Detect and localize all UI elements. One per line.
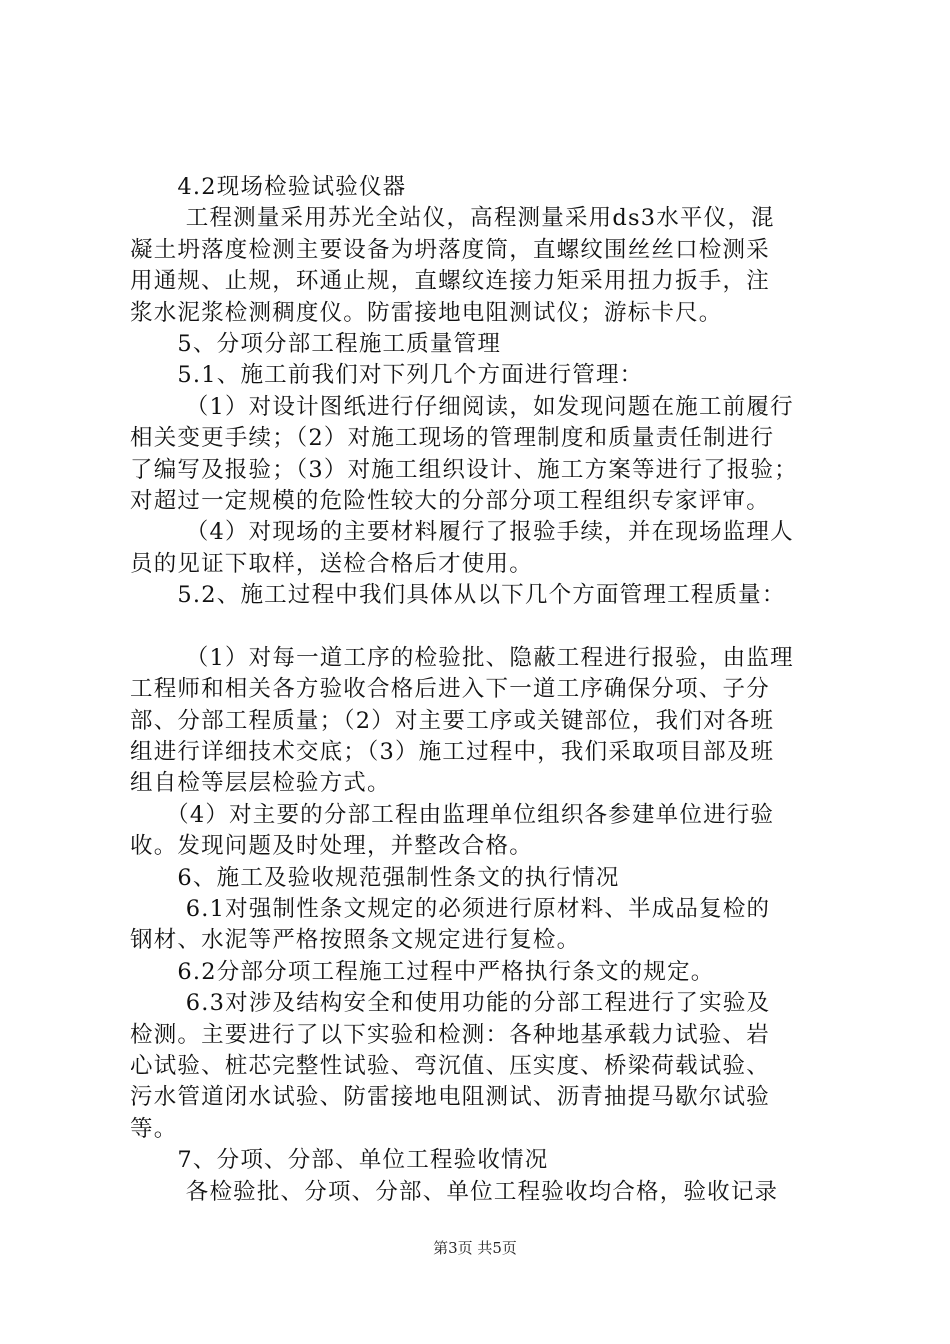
text-line: 6.2分部分项工程施工过程中严格执行条文的规定。 — [130, 958, 715, 985]
text-line: 对超过一定规模的危险性较大的分部分项工程组织专家评审。 — [130, 487, 770, 514]
text-line: 心试验、桩芯完整性试验、弯沉值、压实度、桥梁荷载试验、 — [130, 1052, 770, 1079]
text-line: 等。 — [130, 1115, 178, 1142]
text-line: 5、分项分部工程施工质量管理 — [130, 330, 502, 357]
text-line: （1）对每一道工序的检验批、隐蔽工程进行报验，由监理 — [130, 644, 794, 671]
text-line: 浆水泥浆检测稠度仪。防雷接地电阻测试仪；游标卡尺。 — [130, 299, 723, 326]
text-line: （4）对现场的主要材料履行了报验手续，并在现场监理人 — [130, 519, 794, 546]
text-line: 各检验批、分项、分部、单位工程验收均合格，验收记录 — [130, 1178, 779, 1205]
text-line: 了编写及报验；（3）对施工组织设计、施工方案等进行了报验； — [130, 456, 798, 483]
text-line: 工程师和相关各方验收合格后进入下一道工序确保分项、子分 — [130, 676, 770, 703]
text-line: 钢材、水泥等严格按照条文规定进行复检。 — [130, 927, 581, 954]
text-line: 组自检等层层检验方式。 — [130, 770, 391, 797]
text-line: 收。发现问题及时处理，并整改合格。 — [130, 833, 533, 860]
page-footer: 第3页 共5页 — [433, 1239, 517, 1257]
text-line: 6.1对强制性条文规定的必须进行原材料、半成品复检的 — [130, 895, 771, 922]
text-line: 员的见证下取样，送检合格后才使用。 — [130, 550, 533, 577]
text-line: 5.1、施工前我们对下列几个方面进行管理： — [130, 362, 644, 389]
text-line: 6、施工及验收规范强制性条文的执行情况 — [130, 864, 620, 891]
text-line: 部、分部工程质量；（2）对主要工序或关键部位，我们对各班 — [130, 707, 775, 734]
text-line: 6.3对涉及结构安全和使用功能的分部工程进行了实验及 — [130, 990, 771, 1017]
text-line: 相关变更手续；（2）对施工现场的管理制度和质量责任制进行 — [130, 425, 775, 452]
text-line: 工程测量采用苏光全站仪，高程测量采用ds3水平仪，混 — [130, 205, 775, 232]
text-line: 7、分项、分部、单位工程验收情况 — [130, 1147, 549, 1174]
document-body — [130, 172, 835, 1208]
blank-line — [130, 611, 835, 642]
text-line: 检测。主要进行了以下实验和检测：各种地基承载力试验、岩 — [130, 1021, 770, 1048]
text-line: 组进行详细技术交底；（3）施工过程中，我们采取项目部及班 — [130, 739, 775, 766]
text-line: （1）对设计图纸进行仔细阅读，如发现问题在施工前履行 — [130, 393, 794, 420]
text-line: 5.2、施工过程中我们具体从以下几个方面管理工程质量： — [130, 582, 786, 609]
text-line: 用通规、止规，环通止规，直螺纹连接力矩采用扭力扳手，注 — [130, 268, 770, 295]
text-line: 4.2现场检验试验仪器 — [130, 174, 407, 200]
text-line: （4）对主要的分部工程由监理单位组织各参建单位进行验 — [130, 801, 775, 828]
text-line: 凝土坍落度检测主要设备为坍落度筒，直螺纹围丝丝口检测采 — [130, 236, 770, 263]
text-line: 污水管道闭水试验、防雷接地电阻测试、沥青抽提马歇尔试验 — [130, 1084, 770, 1111]
